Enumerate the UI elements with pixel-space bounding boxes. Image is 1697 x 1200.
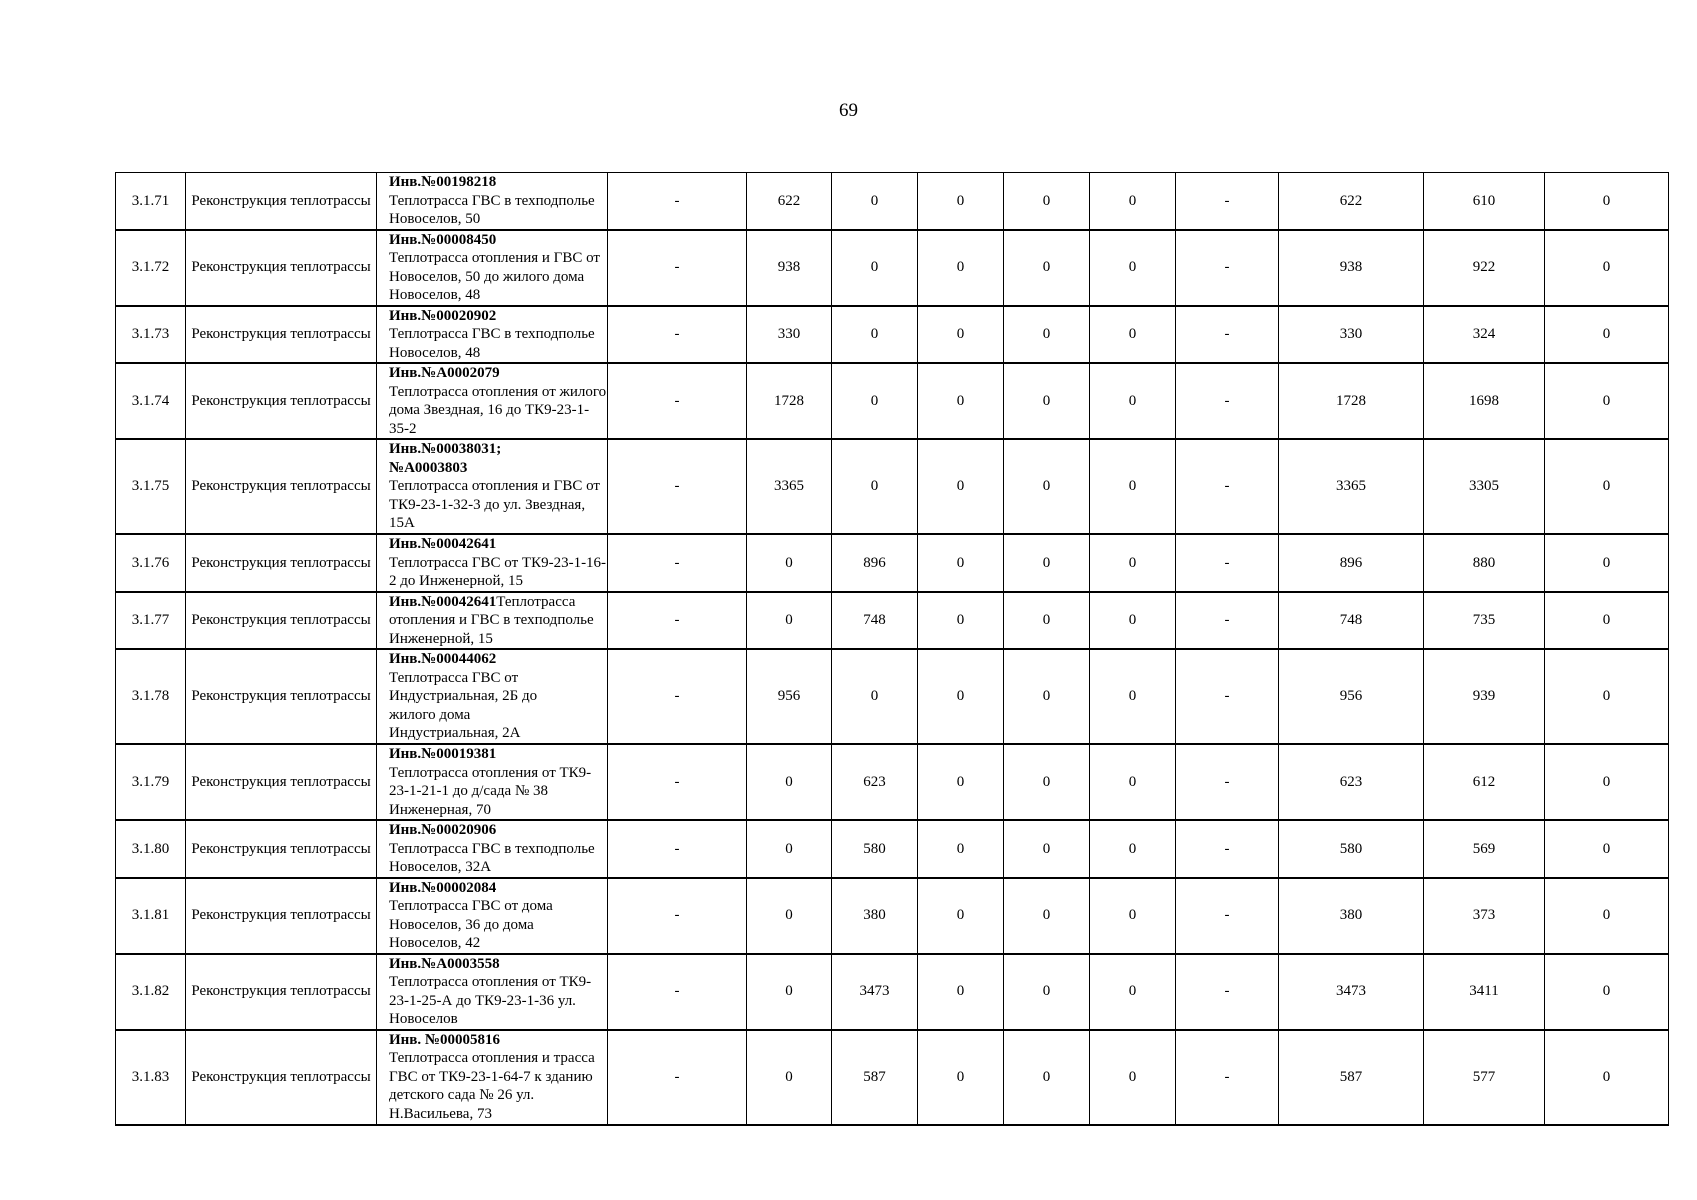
cell-c4: 0 (918, 439, 1004, 534)
cell-c1: - (608, 230, 747, 306)
cell-c8: 587 (1279, 1030, 1424, 1125)
cell-c7: - (1176, 306, 1279, 364)
cell-c8: 3365 (1279, 439, 1424, 534)
cell-c2: 0 (747, 878, 832, 954)
cell-c1: - (608, 173, 747, 230)
cell-c8: 330 (1279, 306, 1424, 364)
row-number: 3.1.76 (116, 534, 186, 592)
object-description (377, 230, 608, 306)
cell-c5: 0 (1004, 306, 1090, 364)
object-description (377, 439, 608, 534)
cell-c1: - (608, 363, 747, 439)
cell-c6: 0 (1090, 878, 1176, 954)
cell-c9: 324 (1424, 306, 1545, 364)
cell-c5: 0 (1004, 878, 1090, 954)
work-type: Реконструкция теплотрассы (186, 439, 377, 534)
cell-c1: - (608, 439, 747, 534)
object-text: Теплотрасса ГВС от ТК9-23-1-16-2 до Инженерной, 15 (389, 554, 607, 589)
cell-c3: 3473 (832, 954, 918, 1030)
object-text: Теплотрасса отопления и трасса ГВС от ТК9-23-1-64-7 к зданию детского сада № 26 ул. Н.Васильева, 73 (389, 1050, 595, 1122)
row-number: 3.1.83 (116, 1030, 186, 1125)
cell-c7: - (1176, 649, 1279, 744)
table-row (116, 878, 1669, 954)
object-description (377, 954, 608, 1030)
table-row (116, 230, 1669, 306)
object-description (377, 878, 608, 954)
cell-c5: 0 (1004, 173, 1090, 230)
cell-c1: - (608, 744, 747, 820)
cell-c6: 0 (1090, 306, 1176, 364)
inventory-number: Инв.№00042641 (389, 593, 497, 610)
cell-c5: 0 (1004, 363, 1090, 439)
cell-c9: 880 (1424, 534, 1545, 592)
cell-c3: 748 (832, 592, 918, 650)
cell-c2: 622 (747, 173, 832, 230)
row-number: 3.1.77 (116, 592, 186, 650)
cell-c9: 373 (1424, 878, 1545, 954)
cell-c6: 0 (1090, 820, 1176, 878)
cell-c1: - (608, 954, 747, 1030)
cell-c8: 380 (1279, 878, 1424, 954)
cell-c8: 938 (1279, 230, 1424, 306)
data-table (115, 172, 1669, 1126)
cell-c7: - (1176, 878, 1279, 954)
cell-c3: 380 (832, 878, 918, 954)
inventory-number: Инв.№00044062 (389, 651, 497, 668)
cell-c6: 0 (1090, 592, 1176, 650)
cell-c4: 0 (918, 534, 1004, 592)
cell-c8: 622 (1279, 173, 1424, 230)
inventory-number: Инв.№00020902 (389, 307, 497, 324)
cell-c3: 0 (832, 306, 918, 364)
object-description (377, 1030, 608, 1125)
cell-c5: 0 (1004, 534, 1090, 592)
cell-c4: 0 (918, 1030, 1004, 1125)
cell-c6: 0 (1090, 363, 1176, 439)
row-number: 3.1.71 (116, 173, 186, 230)
object-text: Теплотрасса отопления от ТК9-23-1-21-1 до д/сада № 38 Инженерная, 70 (389, 764, 592, 818)
work-type: Реконструкция теплотрассы (186, 878, 377, 954)
row-number: 3.1.82 (116, 954, 186, 1030)
object-text: Теплотрасса отопления от ТК9-23-1-25-А до ТК9-23-1-36 ул. Новоселов (389, 974, 592, 1027)
cell-c1: - (608, 592, 747, 650)
cell-c2: 938 (747, 230, 832, 306)
work-type: Реконструкция теплотрассы (186, 592, 377, 650)
cell-c5: 0 (1004, 1030, 1090, 1125)
table-row (116, 534, 1669, 592)
inventory-number: Инв.№00020906 (389, 822, 497, 838)
cell-c5: 0 (1004, 820, 1090, 878)
cell-c4: 0 (918, 306, 1004, 364)
cell-c8: 580 (1279, 820, 1424, 878)
cell-c3: 580 (832, 820, 918, 878)
row-number: 3.1.74 (116, 363, 186, 439)
work-type: Реконструкция теплотрассы (186, 1030, 377, 1125)
cell-c9: 939 (1424, 649, 1545, 744)
cell-c5: 0 (1004, 744, 1090, 820)
cell-c8: 1728 (1279, 363, 1424, 439)
cell-c9: 577 (1424, 1030, 1545, 1125)
row-number: 3.1.72 (116, 230, 186, 306)
table-row (116, 1030, 1669, 1125)
cell-c2: 0 (747, 820, 832, 878)
object-text: Теплотрасса ГВС в техподполье Новоселов, 32А (389, 840, 595, 875)
cell-c2: 0 (747, 1030, 832, 1125)
cell-c3: 896 (832, 534, 918, 592)
cell-c2: 956 (747, 649, 832, 744)
cell-c6: 0 (1090, 173, 1176, 230)
cell-c7: - (1176, 534, 1279, 592)
cell-c3: 0 (832, 649, 918, 744)
work-type: Реконструкция теплотрассы (186, 744, 377, 820)
cell-c5: 0 (1004, 439, 1090, 534)
object-text: Теплотрасса отопления и ГВС в техподполье Инженерной, 15 (389, 593, 594, 647)
cell-c6: 0 (1090, 534, 1176, 592)
cell-c3: 587 (832, 1030, 918, 1125)
cell-c10: 0 (1545, 439, 1669, 534)
object-description (377, 173, 608, 230)
object-description (377, 306, 608, 364)
cell-c2: 0 (747, 592, 832, 650)
cell-c4: 0 (918, 173, 1004, 230)
cell-c1: - (608, 878, 747, 954)
cell-c10: 0 (1545, 1030, 1669, 1125)
object-description (377, 820, 608, 878)
object-description (377, 744, 608, 820)
work-type: Реконструкция теплотрассы (186, 954, 377, 1030)
cell-c6: 0 (1090, 1030, 1176, 1125)
cell-c1: - (608, 306, 747, 364)
cell-c10: 0 (1545, 820, 1669, 878)
cell-c7: - (1176, 363, 1279, 439)
work-type: Реконструкция теплотрассы (186, 173, 377, 230)
work-type: Реконструкция теплотрассы (186, 363, 377, 439)
cell-c3: 623 (832, 744, 918, 820)
cell-c6: 0 (1090, 649, 1176, 744)
work-type: Реконструкция теплотрассы (186, 534, 377, 592)
table-row (116, 439, 1669, 534)
cell-c4: 0 (918, 744, 1004, 820)
object-text: Теплотрасса отопления и ГВС от ТК9-23-1-32-3 до ул. Звездная, 15А (389, 478, 600, 532)
cell-c8: 3473 (1279, 954, 1424, 1030)
cell-c9: 922 (1424, 230, 1545, 306)
cell-c4: 0 (918, 649, 1004, 744)
work-type: Реконструкция теплотрассы (186, 306, 377, 364)
cell-c10: 0 (1545, 649, 1669, 744)
inventory-number: Инв.№00042641 (389, 536, 497, 552)
table-row (116, 173, 1669, 230)
cell-c10: 0 (1545, 306, 1669, 364)
cell-c6: 0 (1090, 230, 1176, 306)
cell-c10: 0 (1545, 592, 1669, 650)
row-number: 3.1.73 (116, 306, 186, 364)
cell-c4: 0 (918, 592, 1004, 650)
work-type: Реконструкция теплотрассы (186, 820, 377, 878)
cell-c9: 612 (1424, 744, 1545, 820)
cell-c7: - (1176, 592, 1279, 650)
object-description (377, 649, 608, 744)
object-text: Теплотрасса ГВС от дома Новоселов, 36 до дома Новоселов, 42 (389, 898, 553, 951)
page-number: 69 (839, 100, 858, 121)
cell-c10: 0 (1545, 230, 1669, 306)
work-type: Реконструкция теплотрассы (186, 649, 377, 744)
cell-c5: 0 (1004, 230, 1090, 306)
table-row (116, 306, 1669, 364)
cell-c2: 330 (747, 306, 832, 364)
cell-c2: 1728 (747, 363, 832, 439)
cell-c3: 0 (832, 439, 918, 534)
cell-c1: - (608, 649, 747, 744)
inventory-number: Инв. №00005816 (389, 1031, 500, 1048)
object-text: Теплотрасса ГВС в техподполье Новоселов, 50 (389, 192, 595, 227)
cell-c7: - (1176, 1030, 1279, 1125)
cell-c9: 569 (1424, 820, 1545, 878)
cell-c1: - (608, 820, 747, 878)
cell-c9: 1698 (1424, 363, 1545, 439)
cell-c10: 0 (1545, 534, 1669, 592)
cell-c6: 0 (1090, 744, 1176, 820)
cell-c2: 3365 (747, 439, 832, 534)
inventory-number: Инв.№00198218 (389, 174, 497, 190)
cell-c5: 0 (1004, 954, 1090, 1030)
table-row (116, 744, 1669, 820)
row-number: 3.1.81 (116, 878, 186, 954)
cell-c3: 0 (832, 363, 918, 439)
cell-c1: - (608, 1030, 747, 1125)
inventory-number: Инв.№00019381 (389, 746, 497, 762)
cell-c6: 0 (1090, 954, 1176, 1030)
cell-c1: - (608, 534, 747, 592)
cell-c10: 0 (1545, 363, 1669, 439)
row-number: 3.1.78 (116, 649, 186, 744)
object-description (377, 534, 608, 592)
cell-c9: 735 (1424, 592, 1545, 650)
object-text: Теплотрасса отопления и ГВС от Новоселов, 50 до жилого дома Новоселов, 48 (389, 250, 600, 303)
cell-c10: 0 (1545, 954, 1669, 1030)
cell-c8: 896 (1279, 534, 1424, 592)
cell-c2: 0 (747, 534, 832, 592)
table-row (116, 820, 1669, 878)
inventory-number: Инв.№А0003558 (389, 955, 500, 972)
cell-c2: 0 (747, 744, 832, 820)
cell-c6: 0 (1090, 439, 1176, 534)
object-text: Теплотрасса ГВС от Индустриальная, 2Б до жилого дома Индустриальная, 2А (389, 669, 538, 742)
cell-c2: 0 (747, 954, 832, 1030)
cell-c5: 0 (1004, 649, 1090, 744)
cell-c7: - (1176, 173, 1279, 230)
cell-c7: - (1176, 439, 1279, 534)
table-row (116, 592, 1669, 650)
cell-c4: 0 (918, 820, 1004, 878)
cell-c7: - (1176, 230, 1279, 306)
cell-c8: 748 (1279, 592, 1424, 650)
table-row (116, 363, 1669, 439)
work-type: Реконструкция теплотрассы (186, 230, 377, 306)
object-text: Теплотрасса отопления от жилого дома Звездная, 16 до ТК9-23-1-35-2 (389, 383, 607, 437)
cell-c4: 0 (918, 878, 1004, 954)
object-description (377, 363, 608, 439)
cell-c9: 3411 (1424, 954, 1545, 1030)
cell-c5: 0 (1004, 592, 1090, 650)
table-row (116, 649, 1669, 744)
cell-c4: 0 (918, 230, 1004, 306)
cell-c9: 3305 (1424, 439, 1545, 534)
row-number: 3.1.80 (116, 820, 186, 878)
row-number: 3.1.79 (116, 744, 186, 820)
cell-c7: - (1176, 744, 1279, 820)
cell-c7: - (1176, 820, 1279, 878)
cell-c7: - (1176, 954, 1279, 1030)
inventory-number: Инв.№00008450 (389, 231, 497, 248)
inventory-number: Инв.№00002084 (389, 879, 497, 896)
object-text: Теплотрасса ГВС в техподполье Новоселов, 48 (389, 326, 595, 361)
cell-c8: 956 (1279, 649, 1424, 744)
inventory-number: Инв.№00038031; №А0003803 (389, 441, 502, 476)
cell-c8: 623 (1279, 744, 1424, 820)
row-number: 3.1.75 (116, 439, 186, 534)
object-description (377, 592, 608, 650)
cell-c10: 0 (1545, 878, 1669, 954)
cell-c3: 0 (832, 230, 918, 306)
table-row (116, 954, 1669, 1030)
cell-c9: 610 (1424, 173, 1545, 230)
cell-c10: 0 (1545, 173, 1669, 230)
inventory-number: Инв.№А0002079 (389, 365, 500, 381)
cell-c4: 0 (918, 363, 1004, 439)
cell-c4: 0 (918, 954, 1004, 1030)
cell-c3: 0 (832, 173, 918, 230)
cell-c10: 0 (1545, 744, 1669, 820)
